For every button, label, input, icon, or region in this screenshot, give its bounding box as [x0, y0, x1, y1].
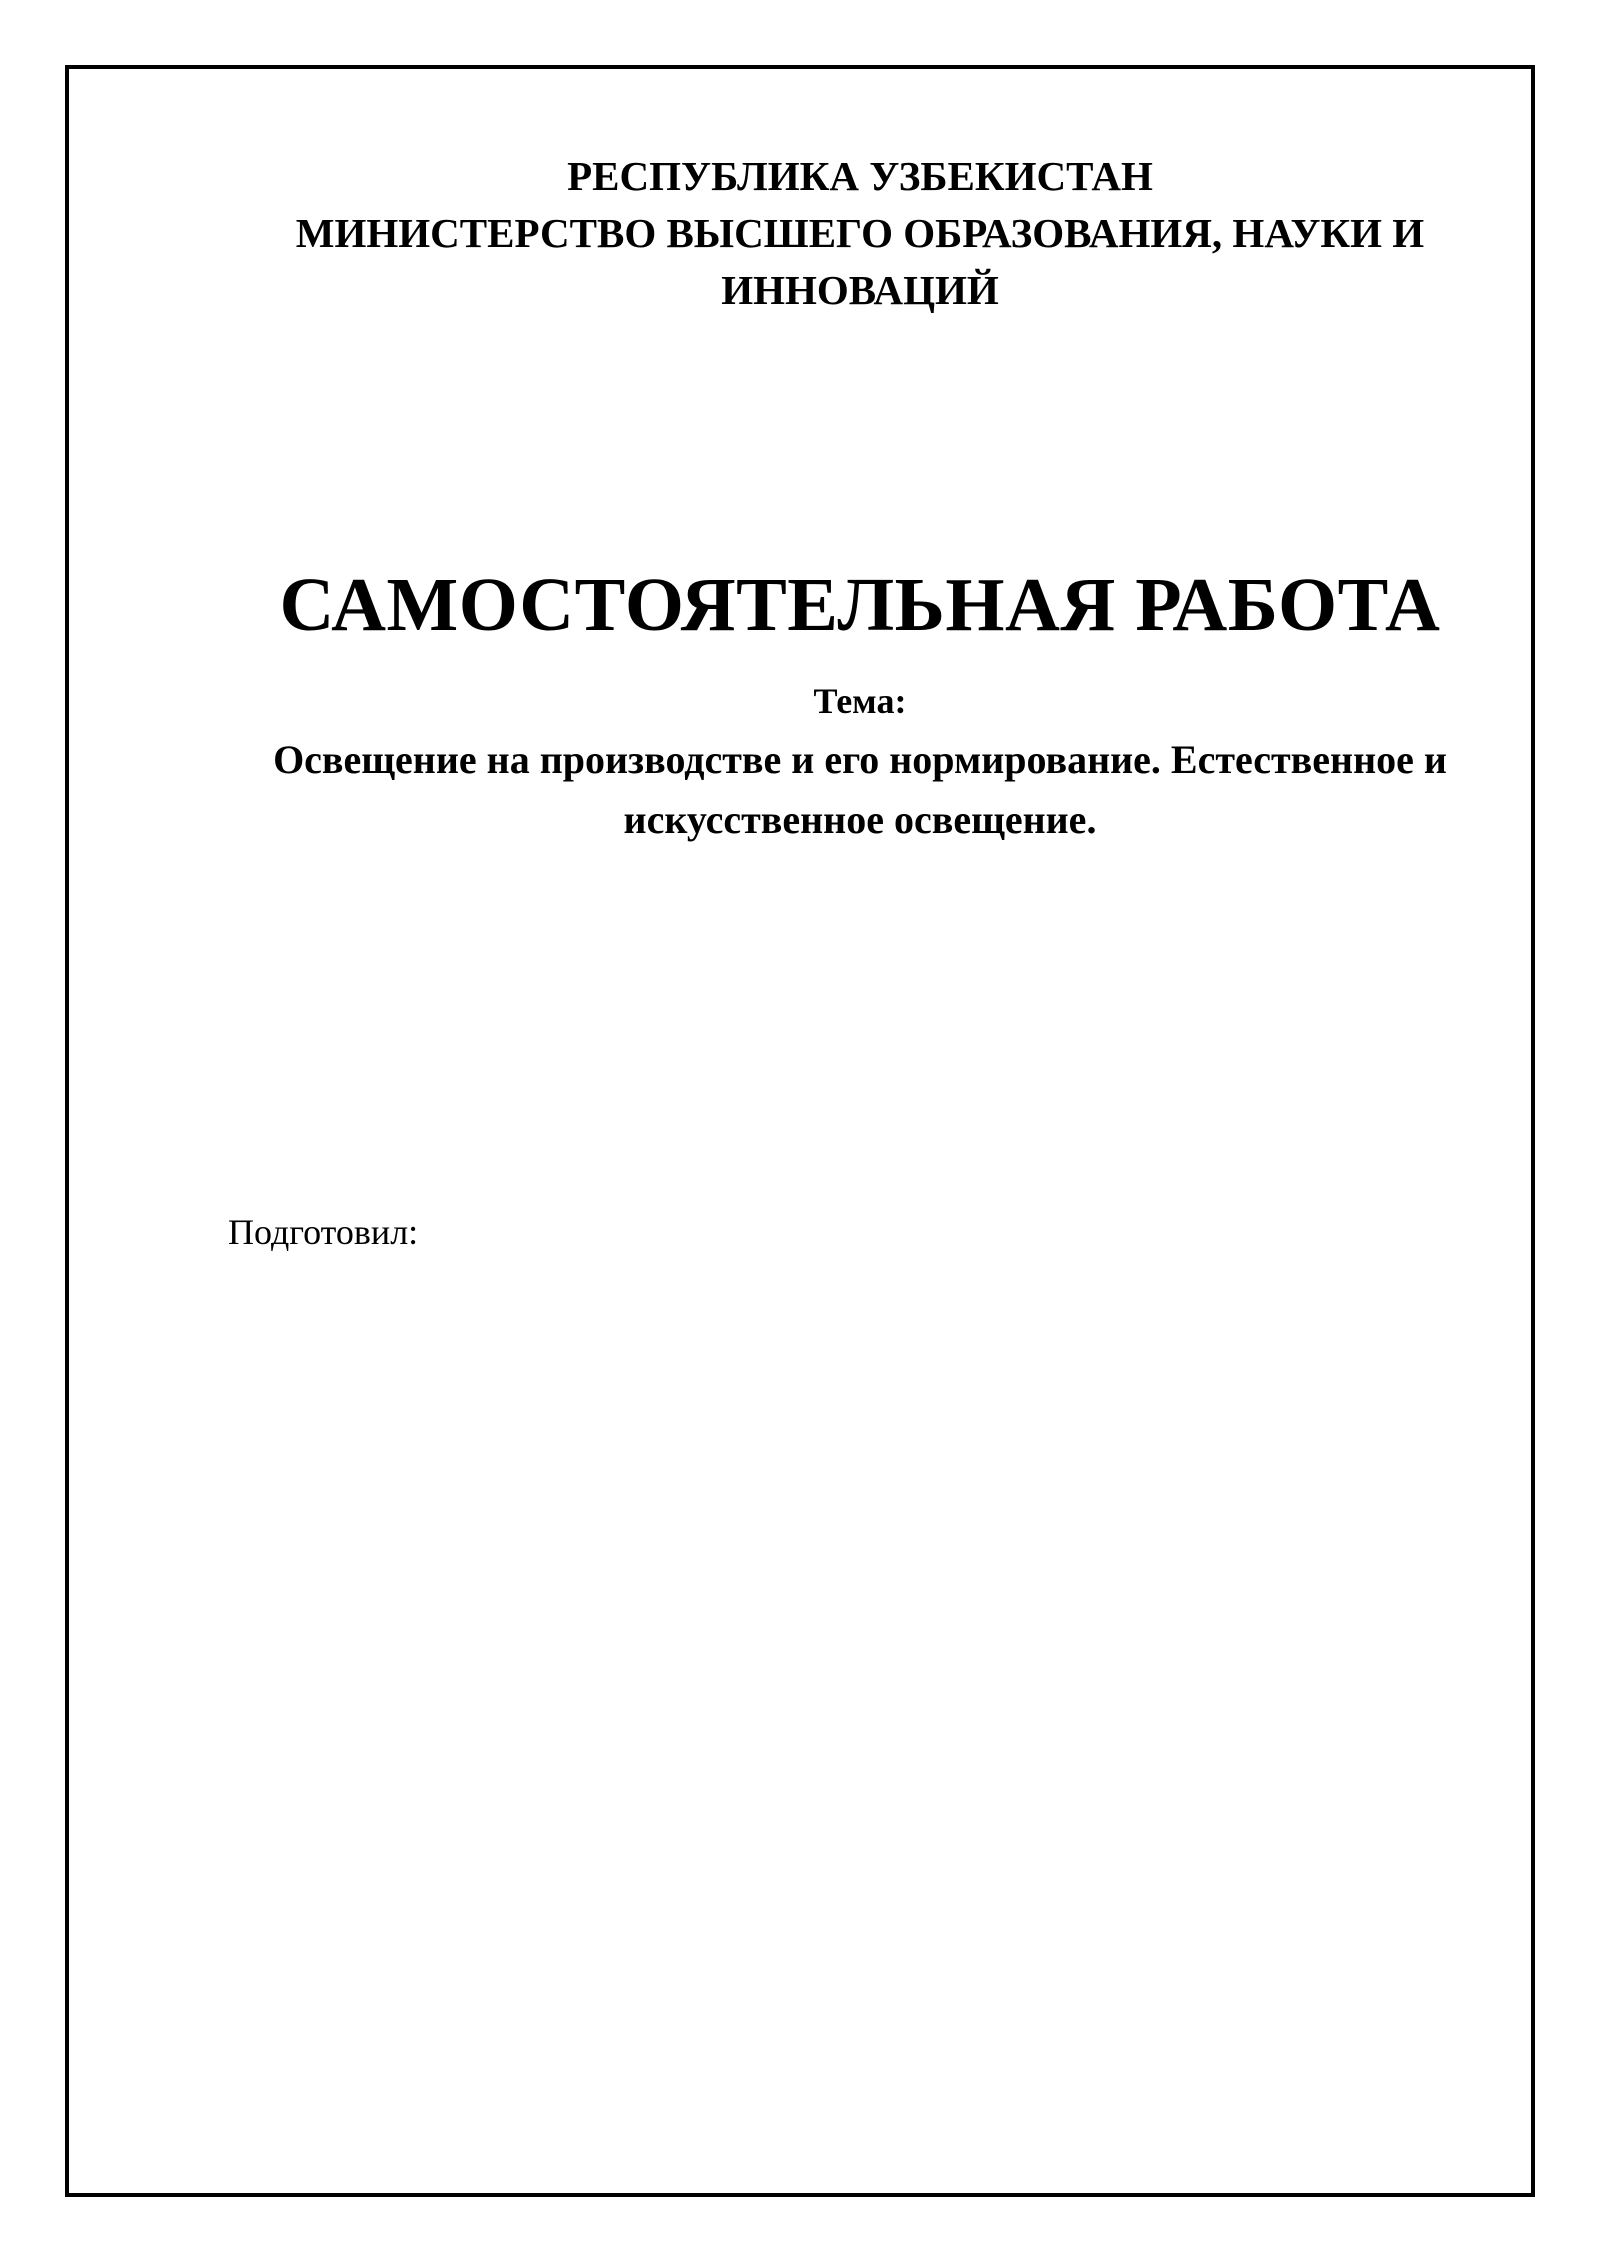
prepared-by-label: Подготовил:: [228, 1212, 419, 1252]
topic-text: Освещение на производстве и его нормирование. Естественное и искусственное освещение.: [273, 737, 1447, 842]
page-border: [65, 65, 1535, 2197]
document-title: САМОСТОЯТЕЛЬНАЯ РАБОТА: [279, 563, 1441, 647]
country-name: РЕСПУБЛИКА УЗБЕКИСТАН: [567, 153, 1153, 199]
ministry-name-line1: МИНИСТЕРСТВО ВЫСШЕГО ОБРАЗОВАНИЯ, НАУКИ И: [295, 210, 1425, 256]
institution-header: [180, 148, 1540, 319]
topic-label: Тема:: [813, 681, 907, 721]
ministry-name-line2: ИННОВАЦИЙ: [721, 267, 999, 313]
